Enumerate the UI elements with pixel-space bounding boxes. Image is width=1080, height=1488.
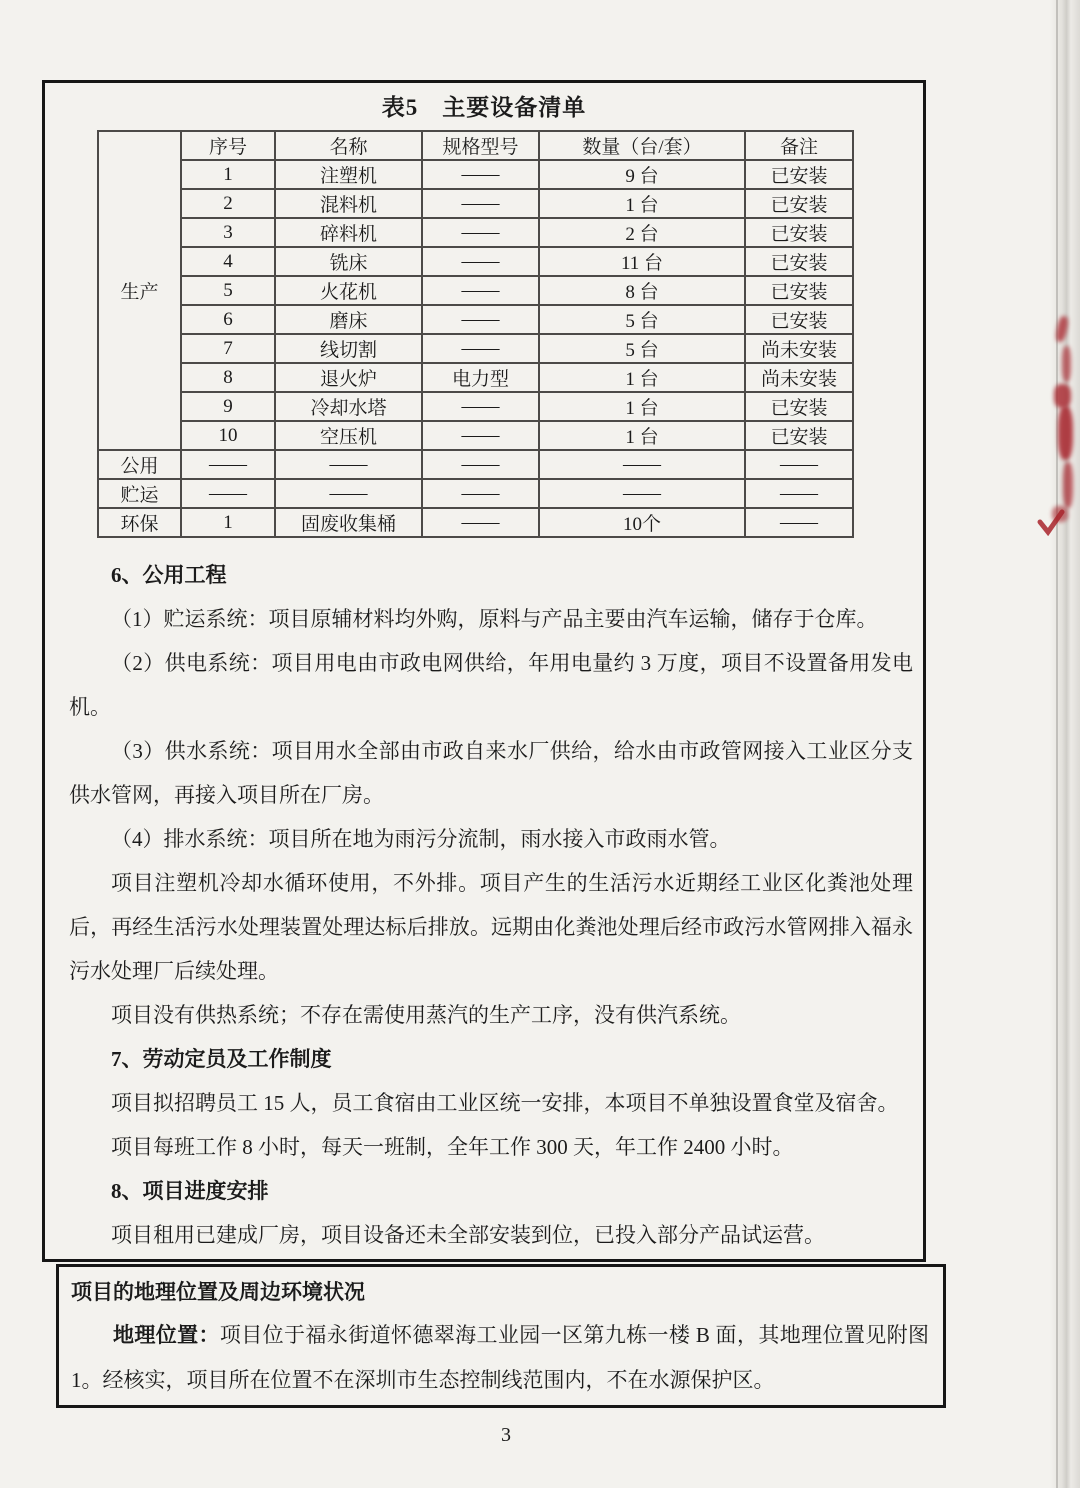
group-cell-production: 生产 [98, 131, 181, 450]
cell-spec: —— [422, 276, 539, 305]
page-number: 3 [501, 1424, 511, 1446]
paragraph-power-system: （2）供电系统：项目用电由市政电网供给，年用电量约 3 万度，项目不设置备用发电机。 [69, 651, 913, 719]
paragraph-water-supply: （3）供水系统：项目用水全部由市政自来水厂供给，给水由市政管网接入工业区分支供水管网，再接入项目所在厂房。 [69, 739, 913, 807]
location-body: 项目位于福永街道怀德翠海工业园一区第九栋一楼 B 面，其地理位置见附图 1。经核实，项目所在位置不在深圳市生态控制线范围内，不在水源保护区。 [71, 1323, 929, 1392]
cell-no: —— [181, 479, 275, 508]
page-edge-line [1056, 0, 1058, 1488]
cell-qty: 5 台 [539, 334, 745, 363]
stamp-mark [1058, 406, 1073, 460]
cell-no: 6 [181, 305, 275, 334]
cell-spec: —— [422, 479, 539, 508]
location-section-box [56, 1264, 946, 1408]
table-row [98, 276, 853, 305]
cell-no: 1 [181, 160, 275, 189]
cell-spec: —— [422, 189, 539, 218]
cell-spec: —— [422, 160, 539, 189]
cell-qty: 11 台 [539, 247, 745, 276]
cell-name: —— [275, 479, 422, 508]
cell-qty: 1 台 [539, 421, 745, 450]
col-header-note: 备注 [745, 131, 853, 160]
stamp-mark [1063, 462, 1073, 508]
cell-name: 混料机 [275, 189, 422, 218]
cell-note: 已安装 [745, 276, 853, 305]
table-row [98, 218, 853, 247]
cell-qty: —— [539, 450, 745, 479]
cell-spec: —— [422, 392, 539, 421]
main-content-box [42, 80, 926, 1262]
page-edge-shading [1050, 0, 1080, 1488]
cell-qty: 1 台 [539, 363, 745, 392]
cell-no: 9 [181, 392, 275, 421]
cell-qty: 2 台 [539, 218, 745, 247]
cell-note: 已安装 [745, 305, 853, 334]
table-row [98, 247, 853, 276]
cell-note: 尚未安装 [745, 363, 853, 392]
cell-spec: —— [422, 247, 539, 276]
cell-qty: 10个 [539, 508, 745, 537]
cell-no: 7 [181, 334, 275, 363]
cell-name: 线切割 [275, 334, 422, 363]
cell-qty: 9 台 [539, 160, 745, 189]
cell-qty: —— [539, 479, 745, 508]
cell-qty: 1 台 [539, 392, 745, 421]
paragraph-wastewater: 项目注塑机冷却水循环使用，不外排。项目产生的生活污水近期经工业区化粪池处理后，再经生活污水处理装置处理达标后排放。远期由化粪池处理后经市政污水管网排入福永污水处理厂后续处理。 [69, 871, 913, 983]
cell-no: 4 [181, 247, 275, 276]
cell-spec: —— [422, 450, 539, 479]
section-heading-staffing: 7、劳动定员及工作制度 [111, 1047, 332, 1071]
paragraph-progress: 项目租用已建成厂房，项目设备还未全部安装到位，已投入部分产品试运营。 [111, 1223, 825, 1247]
body-text [69, 553, 913, 1257]
equipment-table [97, 130, 854, 538]
cell-name: —— [275, 450, 422, 479]
table-row [98, 160, 853, 189]
cell-no: 5 [181, 276, 275, 305]
cell-note: 已安装 [745, 421, 853, 450]
cell-name: 空压机 [275, 421, 422, 450]
table-row [98, 334, 853, 363]
paragraph-work-schedule: 项目每班工作 8 小时，每天一班制，全年工作 300 天，年工作 2400 小时。 [111, 1135, 794, 1159]
cell-name: 铣床 [275, 247, 422, 276]
table-row-utility [98, 450, 853, 479]
stamp-checkmark [1036, 508, 1066, 536]
paragraph-storage-system: （1）贮运系统：项目原辅材料均外购，原料与产品主要由汽车运输，储存于仓库。 [111, 607, 878, 631]
table-row-environment [98, 508, 853, 537]
cell-no: 2 [181, 189, 275, 218]
cell-spec: —— [422, 305, 539, 334]
cell-name: 火花机 [275, 276, 422, 305]
cell-note: 已安装 [745, 218, 853, 247]
cell-note: —— [745, 479, 853, 508]
col-header-name: 名称 [275, 131, 422, 160]
section-heading-schedule: 8、项目进度安排 [111, 1179, 269, 1203]
table-row [98, 305, 853, 334]
cell-qty: 5 台 [539, 305, 745, 334]
paragraph-employees: 项目拟招聘员工 15 人，员工食宿由工业区统一安排，本项目不单独设置食堂及宿舍。 [111, 1091, 899, 1115]
section-heading-utilities: 6、公用工程 [111, 563, 227, 587]
cell-note: —— [745, 450, 853, 479]
cell-note: 已安装 [745, 189, 853, 218]
paragraph-drainage: （4）排水系统：项目所在地为雨污分流制，雨水接入市政雨水管。 [111, 827, 731, 851]
cell-name: 退火炉 [275, 363, 422, 392]
col-header-no: 序号 [181, 131, 275, 160]
stamp-mark [1062, 346, 1071, 382]
location-lead: 地理位置： [113, 1323, 220, 1347]
cell-no: —— [181, 450, 275, 479]
paragraph-no-heating: 项目没有供热系统；不存在需使用蒸汽的生产工序，没有供汽系统。 [111, 1003, 741, 1027]
stamp-mark [1054, 384, 1071, 408]
cell-spec: —— [422, 421, 539, 450]
cell-name: 注塑机 [275, 160, 422, 189]
cell-no: 8 [181, 363, 275, 392]
table-row-storage [98, 479, 853, 508]
location-heading: 项目的地理位置及周边环境状况 [71, 1280, 365, 1304]
col-header-qty: 数量（台/套） [539, 131, 745, 160]
cell-qty: 1 台 [539, 189, 745, 218]
cell-spec: —— [422, 334, 539, 363]
cell-spec: 电力型 [422, 363, 539, 392]
cell-spec: —— [422, 218, 539, 247]
cell-name: 固废收集桶 [275, 508, 422, 537]
cell-name: 磨床 [275, 305, 422, 334]
group-cell-utility: 公用 [98, 450, 181, 479]
table-row [98, 189, 853, 218]
col-header-spec: 规格型号 [422, 131, 539, 160]
location-paragraph [71, 1313, 929, 1403]
cell-note: 已安装 [745, 392, 853, 421]
cell-name: 碎料机 [275, 218, 422, 247]
cell-name: 冷却水塔 [275, 392, 422, 421]
cell-note: 尚未安装 [745, 334, 853, 363]
table-title: 表5 主要设备清单 [381, 95, 587, 120]
cell-note: —— [745, 508, 853, 537]
cell-note: 已安装 [745, 247, 853, 276]
cell-no: 1 [181, 508, 275, 537]
group-cell-environment: 环保 [98, 508, 181, 537]
cell-spec: —— [422, 508, 539, 537]
cell-qty: 8 台 [539, 276, 745, 305]
cell-no: 3 [181, 218, 275, 247]
table-row [98, 392, 853, 421]
cell-note: 已安装 [745, 160, 853, 189]
group-cell-storage: 贮运 [98, 479, 181, 508]
table-header-row [98, 131, 853, 160]
table-row [98, 363, 853, 392]
table-row [98, 421, 853, 450]
cell-no: 10 [181, 421, 275, 450]
